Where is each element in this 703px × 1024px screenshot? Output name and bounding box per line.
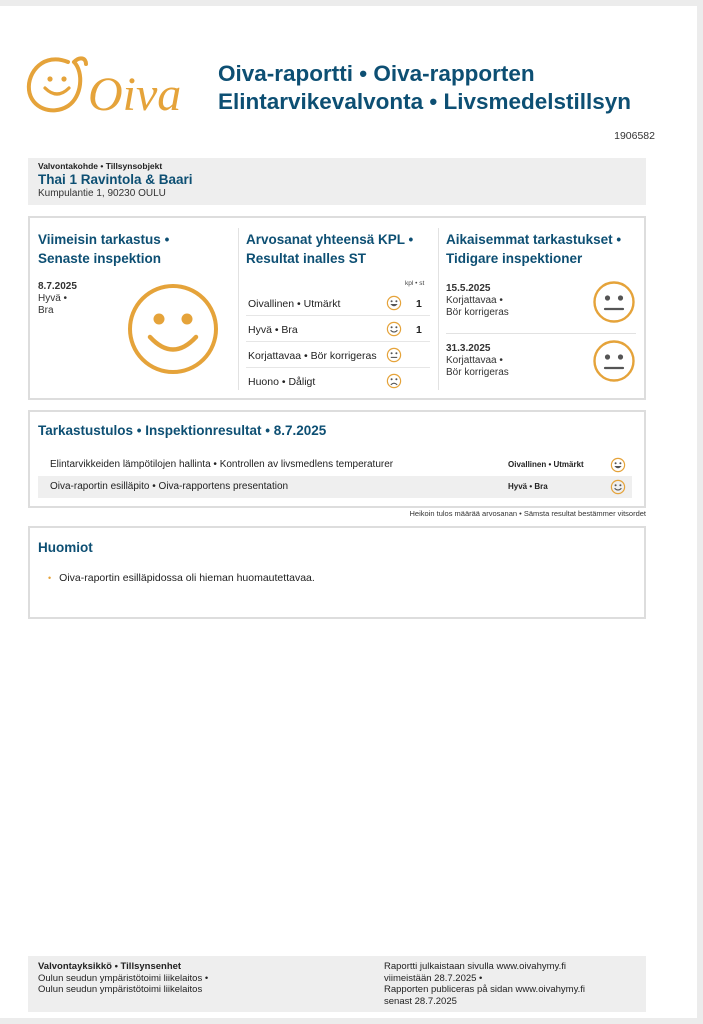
grade-count: 1: [416, 324, 422, 336]
latest-inspection-title: [38, 230, 169, 268]
supervision-unit: [38, 961, 208, 996]
totals-title-line-1: Arvosanat yhteensä KPL •: [246, 232, 414, 247]
note-text: Oiva-raportin esilläpidossa oli hieman huomautettavaa.: [59, 572, 315, 584]
smiley-excellent-icon: [610, 457, 626, 473]
notes-title: Huomiot: [38, 540, 93, 555]
publish-line-2: viimeistään 28.7.2025 •: [384, 972, 483, 984]
publish-line-4: senast 28.7.2025: [384, 995, 457, 1007]
grade-label: Huono • Dåligt: [248, 376, 316, 388]
result-row: [38, 476, 632, 498]
history-grade-line-1: Korjattavaa •: [446, 355, 503, 366]
result-title: Tarkastustulos • Inspektionresultat • 8.7.2025: [38, 423, 327, 438]
report-footer: [28, 956, 646, 1012]
inspection-object: [28, 158, 646, 205]
latest-grade-line-2: Bra: [38, 305, 54, 316]
smiley-excellent-icon: [386, 295, 402, 311]
history-grade-line-2: Bör korrigeras: [446, 307, 509, 318]
latest-date: 8.7.2025: [38, 281, 77, 292]
report-number: 1906582: [614, 130, 655, 142]
object-address: Kumpulantie 1, 90230 OULU: [38, 188, 166, 199]
smiley-good-icon: [386, 321, 402, 337]
column-divider: [438, 228, 439, 390]
title-line-1: Oiva-raportti • Oiva-rapporten: [218, 61, 535, 86]
inspection-summary-panel: [28, 216, 646, 400]
notes-panel: [28, 526, 646, 619]
object-name: Thai 1 Ravintola & Baari: [38, 172, 193, 187]
bullet-icon: •: [48, 573, 52, 583]
history-title-line-1: Aikaisemmat tarkastukset •: [446, 232, 622, 247]
unit-line-2: Oulun seudun ympäristötoimi liikelaitos: [38, 984, 203, 995]
latest-grade-line-1: Hyvä •: [38, 293, 68, 304]
logo-text: Oiva: [88, 68, 182, 120]
unit-line-1: Oulun seudun ympäristötoimi liikelaitos •: [38, 972, 209, 984]
history-grade-line-1: Korjattavaa •: [446, 295, 503, 306]
result-label: Elintarvikkeiden lämpötilojen hallinta • Kontrollen av livsmedlens temperaturer: [50, 459, 394, 470]
grade-label: Oivallinen • Utmärkt: [248, 298, 341, 310]
report-page: [0, 6, 697, 1018]
result-label: Oiva-raportin esilläpito • Oiva-rapportens presentation: [50, 481, 289, 492]
grade-row-poor: [246, 369, 430, 394]
smiley-good-icon: [610, 479, 626, 495]
publish-line-1: Raportti julkaistaan sivulla www.oivahymy.fi: [384, 961, 566, 972]
smiley-bad-icon: [386, 373, 402, 389]
result-grade: Hyvä • Bra: [508, 482, 548, 491]
history-grade-line-2: Bör korrigeras: [446, 367, 509, 378]
history-title: [446, 230, 621, 268]
grade-row-excellent: [246, 291, 430, 316]
publish-line-3: Rapporten publiceras på sidan www.oivahymy.fi: [384, 984, 586, 995]
title-line-2: Elintarvikevalvonta • Livsmedelstillsyn: [218, 89, 632, 114]
report-title: [218, 60, 631, 116]
history-date: 31.3.2025: [446, 343, 491, 354]
object-label: Valvontakohde • Tillsynsobjekt: [38, 161, 163, 171]
grade-label: Korjattavaa • Bör korrigeras: [248, 350, 377, 362]
smiley-neutral-icon: [386, 347, 402, 363]
grade-row-good: [246, 317, 430, 342]
inspection-result-panel: [28, 410, 646, 508]
result-footnote: Heikoin tulos määrää arvosanan • Sämsta resultat bestämmer vitsordet: [409, 509, 646, 518]
history-divider: [446, 333, 636, 334]
totals-title: [246, 230, 413, 268]
count-header: kpl • st: [405, 280, 425, 287]
result-row: [38, 454, 632, 476]
latest-inspection-info: [38, 281, 77, 317]
latest-title-line-2: Senaste inspektion: [38, 251, 162, 266]
grade-row-needs-correction: [246, 343, 430, 368]
smiley-neutral-icon: [592, 280, 636, 324]
grade-label: Hyvä • Bra: [248, 324, 298, 336]
history-title-line-2: Tidigare inspektioner: [446, 251, 583, 266]
smiley-neutral-icon: [592, 339, 636, 383]
result-grade: Oivallinen • Utmärkt: [508, 460, 584, 469]
latest-title-line-1: Viimeisin tarkastus •: [38, 232, 170, 247]
oiva-logo: [24, 50, 200, 120]
column-divider: [238, 228, 239, 390]
unit-label: Valvontayksikkö • Tillsynsenhet: [38, 961, 182, 972]
publication-info: [384, 961, 585, 1007]
history-date: 15.5.2025: [446, 283, 491, 294]
totals-title-line-2: Resultat inalles ST: [246, 251, 367, 266]
note-item: [48, 572, 315, 584]
smiley-good-icon: [126, 282, 220, 376]
grade-count: 1: [416, 298, 422, 310]
